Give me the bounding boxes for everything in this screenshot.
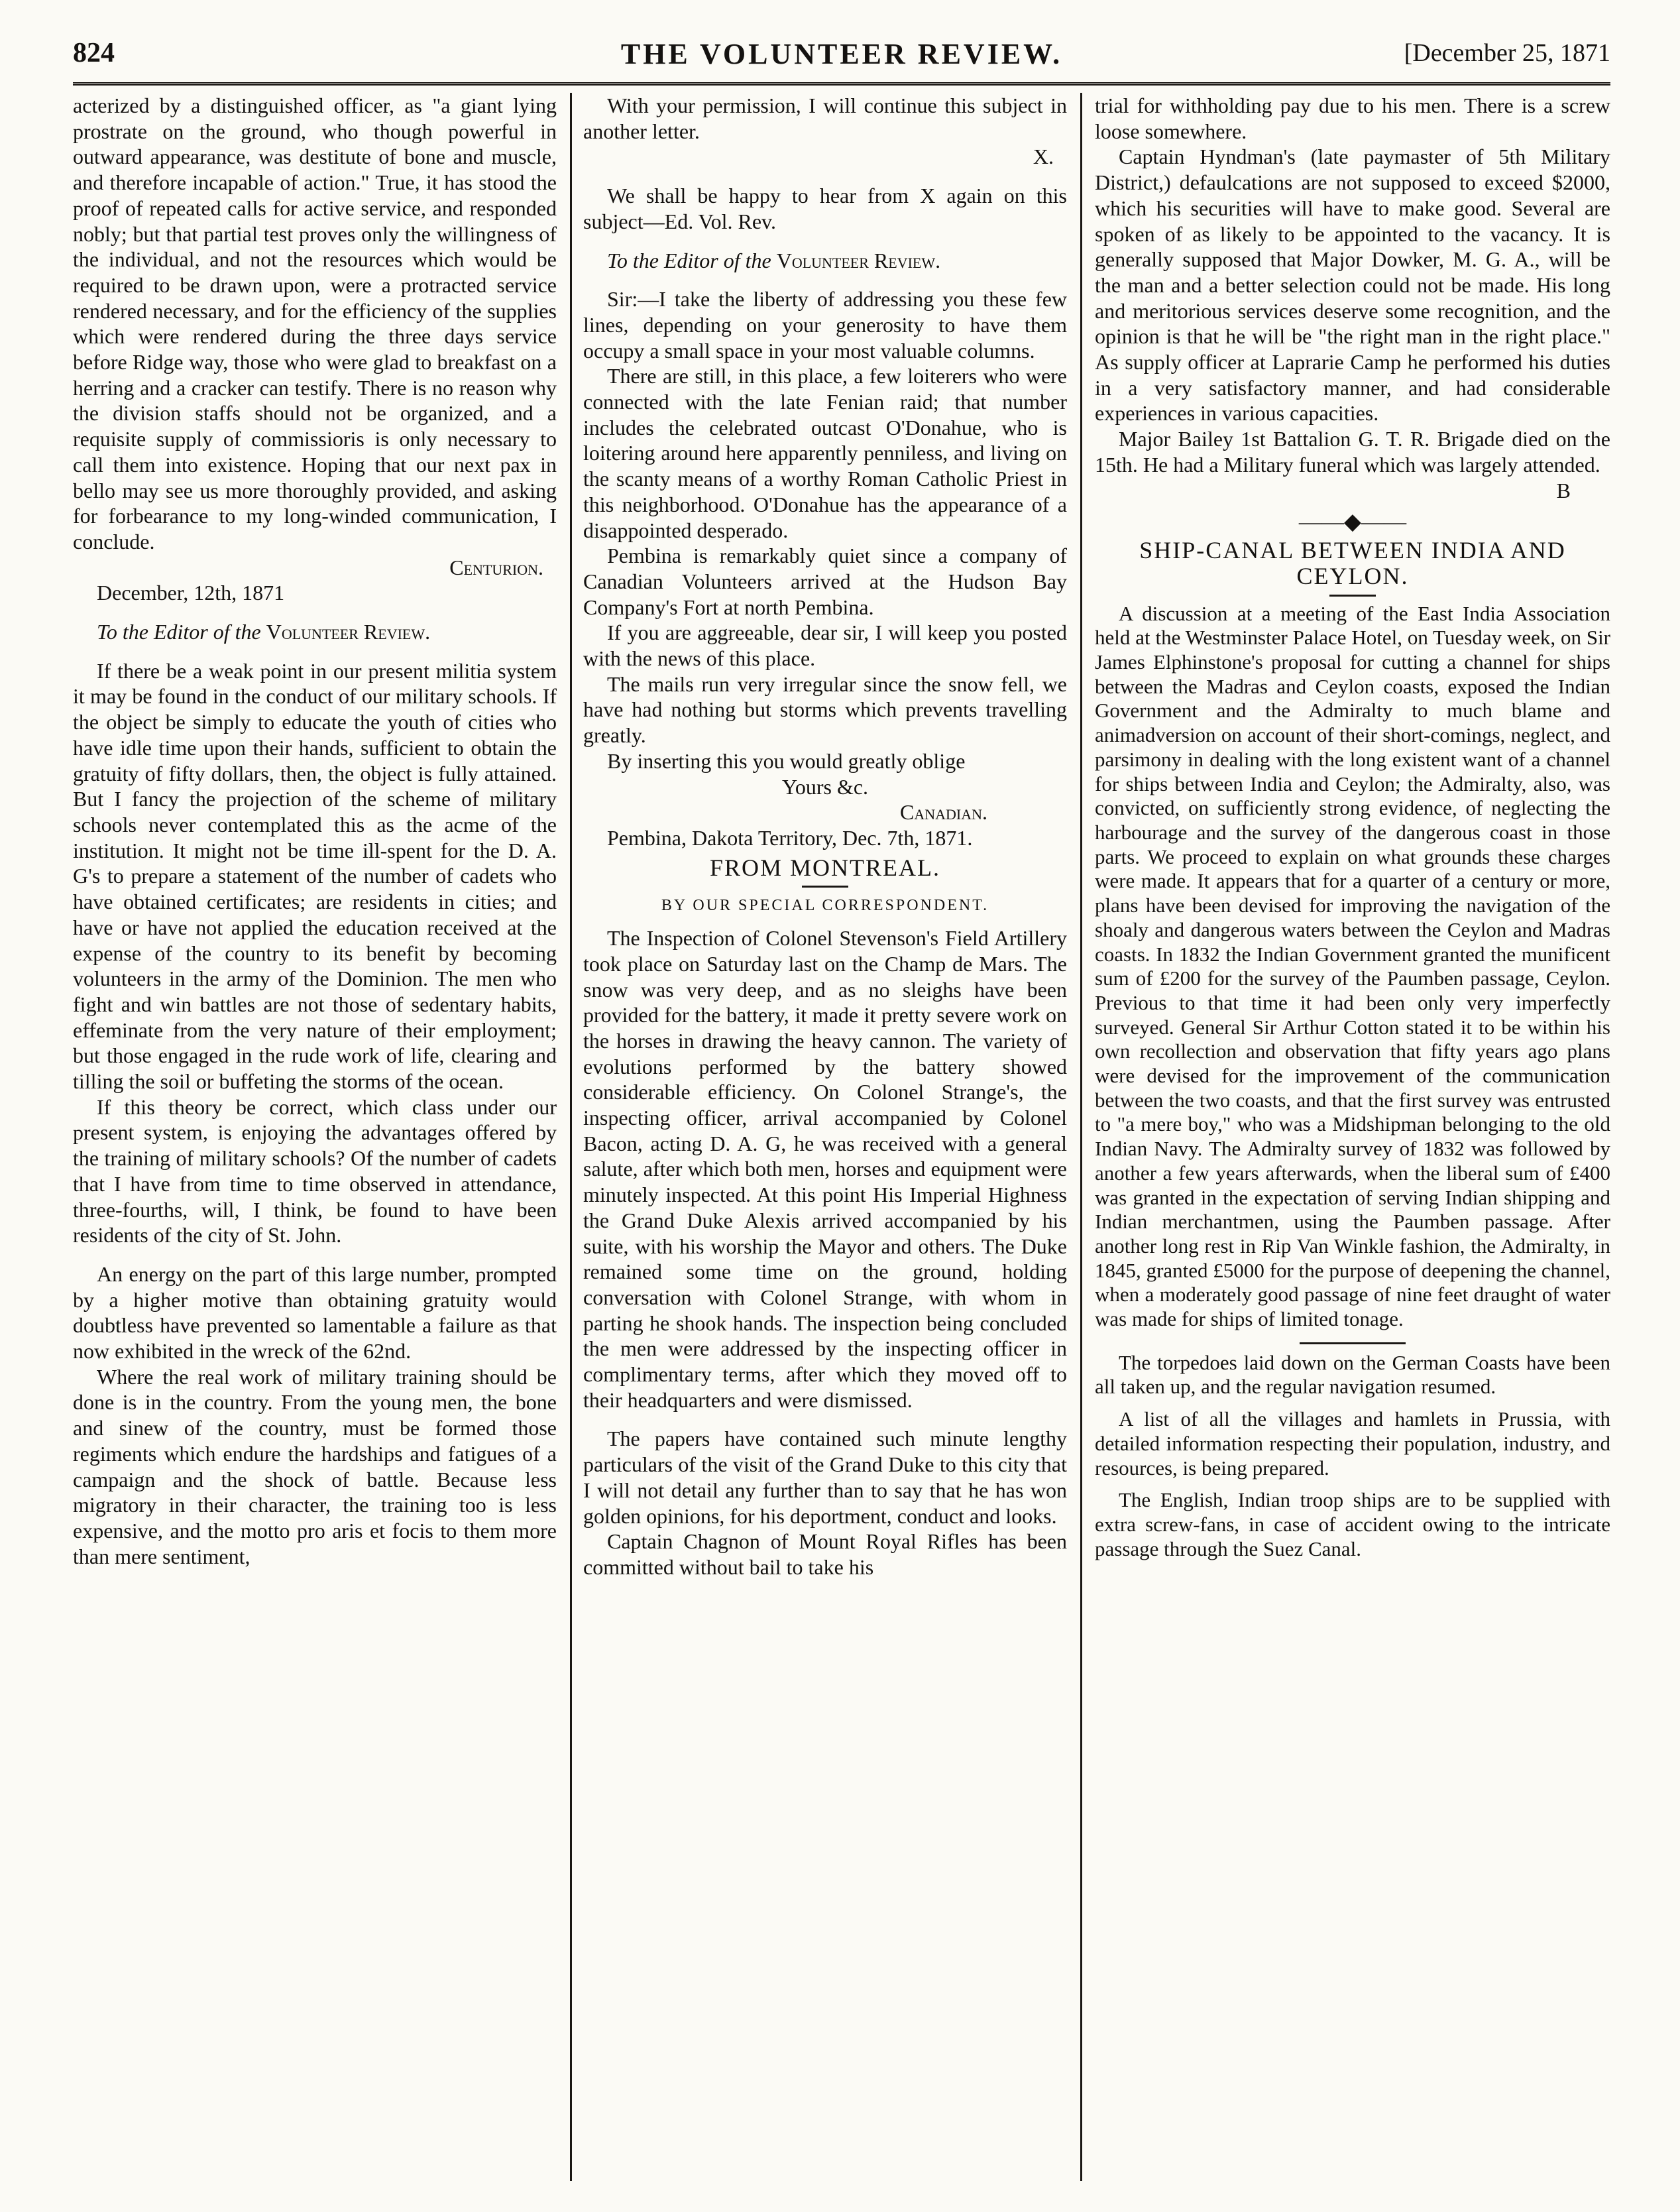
paragraph: If this theory be correct, which class under our present system, is enjoying the advantages offered by the training of military schools? Of the number of cadets that I have from time to time observed in attendance, three-fourths, will, I think, be found to have been residents of the city of St. John. [73,1094,557,1248]
paragraph: The papers have contained such minute lengthy particulars of the visit of the Grand Duke to this city that I will not detail any further than to say that he has won golden opinions, for his deportment, conduct and looks. [583,1426,1067,1528]
paragraph: Captain Hyndman's (late paymaster of 5th Military District,) defaulcations are not supposed to exceed $2000, which his securities will have to make good. Several are spoken of as likely to be appointed to the vacancy. It is generally supposed that Major Dowker, M. G. A., will be the man and a better selection could not be made. His long and meritorious services deserve some recognition, and the opinion is that he will be "the right man in the right place." As supply officer at Laprarie Camp he performed his duties in a very satisfactory manner, and had considerable experiences in various capacities. [1095,145,1610,426]
paragraph: Captain Chagnon of Mount Royal Rifles has been committed without bail to take his [583,1529,1067,1579]
paragraph: acterized by a distinguished officer, as "a giant lying prostrate on the ground, who though powerful in outward appearance, was destitute of bone and muscle, and therefore incapable of action." True, it has stood the proof of repeated calls for active service, and responded nobly; but that partial test proves only the willingness of the individual, and not the resources which would be required to be drawn upon, were a protracted service rendered necessary, and for the efficiency of the supplies which were rendered during the three days service before Ridge way, those who were glad to breakfast on a herring and a cracker can testify. There is no reason why the division staffs should not be organized, and a requisite supply of commissioris is only necessary to call them into existence. Hoping that our next pax in bello may see us more thoroughly provided, and asking for forbearance to my long-winded communication, I conclude. [73,93,557,553]
paragraph: Sir:—I take the liberty of addressing you these few lines, depending on your generosity to have them occupy a small space in your most valuable columns. [583,287,1067,363]
signature: X. [1033,145,1054,169]
paragraph: There are still, in this place, a few loiterers who were connected with the late Fenian raid; that number includes the celebrated outcast O'Donahue, who is loitering around here apparently penniless, and living on the scanty means of a worthy Roman Catholic Priest in this neighborhood. O'Donahue has the appearance of a disappointed desperado. [583,364,1067,542]
section-ornament: ——◆—— [1298,510,1407,535]
paragraph: If you are aggreeable, dear sir, I will keep you posted with the news of this place. [583,620,1067,671]
signature: Centurion. [449,555,543,579]
paragraph: Major Bailey 1st Battalion G. T. R. Brigade died on the 15th. He had a Military funeral which was largely attended. [1095,427,1610,477]
masthead-title: THE VOLUNTEER REVIEW. [620,38,1063,70]
address-prefix: To the Editor of the [607,248,771,272]
article-headline: FROM MONTREAL. [709,854,941,881]
dateline: December, 12th, 1871 [97,581,285,605]
paragraph: The Inspection of Colonel Stevenson's Field Artillery took place on Saturday last on the Champ de Mars. The snow was very deep, and as no sleighs have been provided for the battery, it made it pretty severe work on the horses in drawing the heavy cannon. The variety of evolutions performed by the battery showed considerable efficiency. On Colonel Strange's, the inspecting officer, arrival accompanied by Colonel Bacon, acting D. A. G, he was received with a general salute, after which both men, horses and equipment were minutely inspected. At this point His Imperial Highness the Grand Duke Alexis arrived accompanied by his suite, with his worship the Mayor and others. The Duke remained some time on the ground, holding conversation with Colonel Strange, with whom in parting he shook hands. The inspection being concluded the men were addressed by the inspecting officer in complimentary terms, after which they moved off to their headquarters and were dismissed. [583,926,1067,1412]
column-divider [570,93,572,2181]
page-header [73,37,1610,78]
letter-address [583,248,1067,274]
address-publication: Volunteer Review. [776,248,941,272]
editor-note: We shall be happy to hear from X again on this subject—Ed. Vol. Rev. [583,184,1067,233]
article-headline: SHIP-CANAL BETWEEN INDIA AND CEYLON. [1139,537,1566,589]
paragraph: The English, Indian troop ships are to be supplied with extra screw-fans, in case of accident owing to the intricate passage through the Suez Canal. [1095,1488,1610,1560]
column-1 [73,93,557,2181]
headline-rule [1329,595,1376,597]
paragraph: With your permission, I will continue this subject in another letter. [583,93,1067,143]
paragraph: trial for withholding pay due to his men. There is a screw loose somewhere. [1095,93,1610,143]
letter-address [73,619,557,645]
paragraph: By inserting this you would greatly oblige [607,748,966,773]
paragraph: A list of all the villages and hamlets in Prussia, with detailed information respecting their population, industry, and resources, is being prepared. [1095,1407,1610,1480]
address-publication: Volunteer Review. [266,620,431,644]
paragraph: The mails run very irregular since the snow fell, we have had nothing but storms which prevents travelling greatly. [583,671,1067,748]
column-2 [583,93,1067,2181]
issue-date: [December 25, 1871 [1404,39,1610,67]
section-rule [1300,1342,1406,1344]
page-number: 824 [73,38,115,68]
column-3 [1095,93,1610,2181]
signature: B [1556,478,1571,502]
address-prefix: To the Editor of the [97,620,261,644]
paragraph: An energy on the part of this large number, prompted by a higher motive than obtaining gratuity would doubtless have prevented so lamentable a failure as that now exhibited in the wreck of the 62nd. [73,1261,557,1364]
article-byline: BY OUR SPECIAL CORRESPONDENT. [661,897,989,915]
paragraph: A discussion at a meeting of the East India Association held at the Westminster Palace Hotel, on Tuesday week, on Sir James Elphinstone's proposal for cutting a channel for ships between the Madras and Ceylon coasts, exposed the Indian Government and the Admiralty to much blame and animadversion on account of their short-comings, neglect, and parsimony in dealing with the long existent want of a channel for ships between India and Ceylon; the Admiralty, also, was convicted, on sufficiently strong evidence, of neglecting the harbourage and the survey of the dangerous coast in those parts. We proceed to explain on what grounds these charges were made. It appears that for a quarter of a century or more, plans have been devised for improving the navigation of the shoaly and dangerous waters between the Ceylon and Madras coasts. In 1832 the Indian Government granted the munificent sum of £200 for the survey of the Paumben passage, Ceylon. Previous to that time it had been only very imperfectly surveyed. General Sir Arthur Cotton stated it to be within his own recollection and observation that fifty years ago plans were devised for the improvement of the communication between the two coasts, and that the first survey was entrusted to "a mere boy," who was a Midshipman belonging to the old Indian Navy. The Admiralty survey of 1832 was followed by another a few years afterwards, when the liberal sum of £400 was granted in the expectation of serving Indian shipping and Indian merchantmen, using the Paumben passage. After another long rest in Rip Van Winkle fashion, the Admiralty, in 1845, granted £5000 for the purpose of deepening the channel, when a moderately good passage of nine feet draught of water was made for ships of limited tonage. [1095,601,1610,1331]
signature: Yours &c. [781,774,869,799]
header-rule [73,82,1610,86]
column-divider [1080,93,1082,2181]
dateline: Pembina, Dakota Territory, Dec. 7th, 1871. [607,825,973,850]
paragraph: Pembina is remarkably quiet since a company of Canadian Volunteers arrived at the Hudson Bay Company's Fort at north Pembina. [583,544,1067,619]
paragraph: Where the real work of military training should be done is in the country. From the young men, the bone and sinew of the country, must be formed those regiments which endure the hardships and fatigues of a campaign and the shock of battle. Because less migratory in their character, the training too is less expensive, and the motto pro aris et focis to them more than mere sentiment, [73,1364,557,1568]
paragraph: If there be a weak point in our present militia system it may be found in the conduct of our military schools. If the object be simply to educate the youth of cities who have idle time upon their hands, sufficient to obtain the gratuity of fifty dollars, then, the object is fully attained. But I fancy the projection of the scheme of military schools never contemplated this as the acme of the institution. It might not be time ill-spent for the D. A. G's to prepare a statement of the number of cadets who have obtained certificates; are residents in cities; and have or have not applied the education received at the expense of the country to its benefit by becoming volunteers in the army of the Dominion. The men who fight and win battles are not those of sedentary habits, effeminate from the very nature of their employment; but those engaged in the rude work of life, clearing and tilling the soil or buffeting the storms of the ocean. [73,658,557,1094]
paragraph: The torpedoes laid down on the German Coasts have been all taken up, and the regular navigation resumed. [1095,1350,1610,1399]
signature: Canadian. [900,800,987,825]
headline-rule [802,886,848,888]
